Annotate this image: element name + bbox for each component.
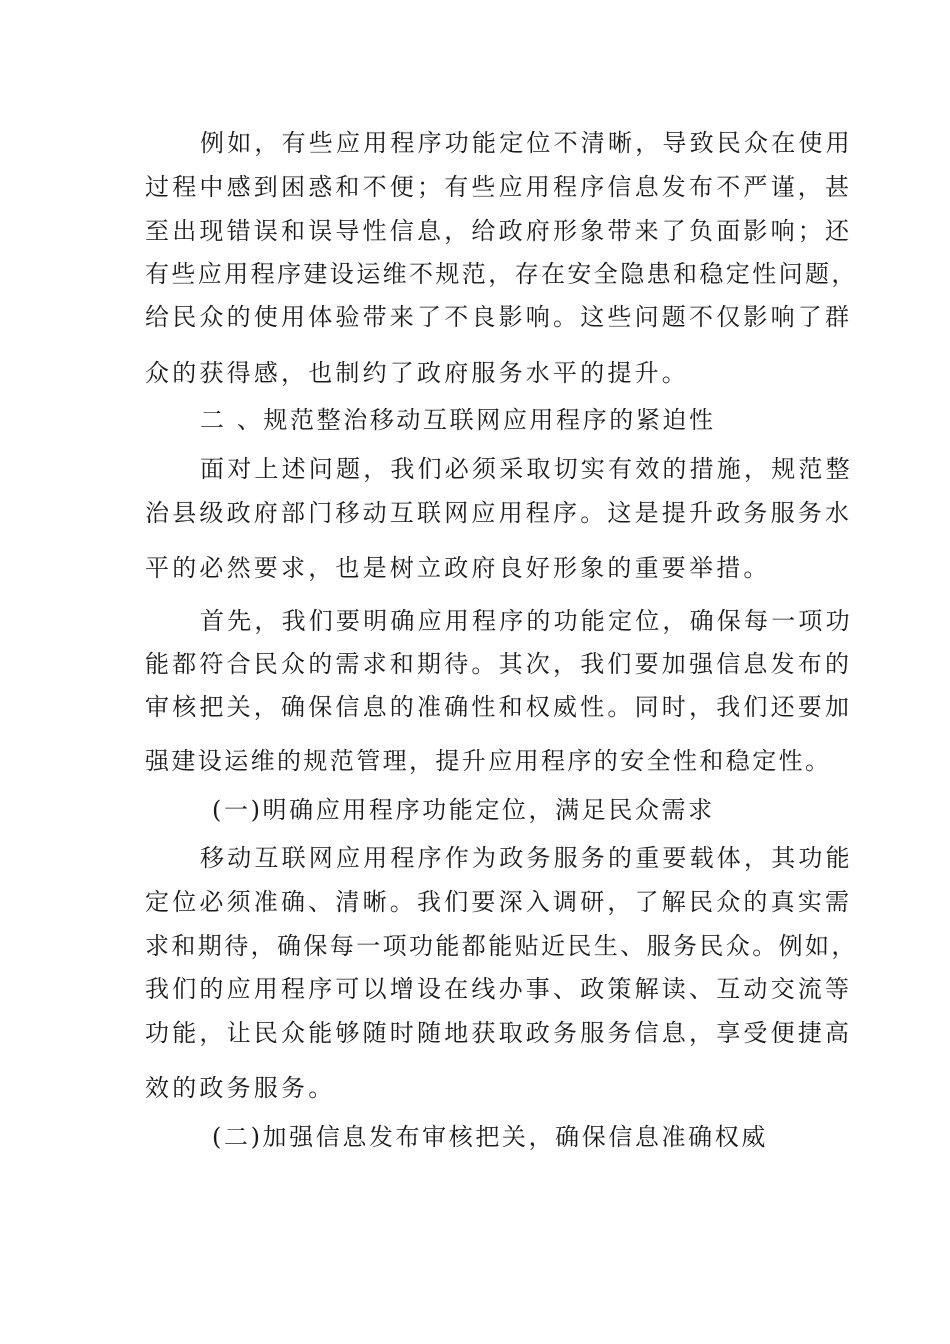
paragraph-4-line-5: 功能，让民众能够随时随地获取政务服务信息，享受便捷高 [145, 1019, 853, 1047]
paragraph-2-line-2: 治县级政府部门移动互联网应用程序。这是提升政务服务水 [145, 499, 853, 527]
paragraph-4-line-3: 求和期待，确保每一项功能都能贴近民生、服务民众。例如， [145, 932, 858, 960]
paragraph-1-line-6: 众的获得感，也制约了政府服务水平的提升。 [145, 359, 689, 387]
paragraph-4-line-4: 我们的应用程序可以增设在线办事、政策解读、互动交流等 [145, 975, 853, 1003]
section-heading-2: 二 、规范整治移动互联网应用程序的紧迫性 [200, 406, 716, 434]
paragraph-3-line-4: 强建设运维的规范管理，提升应用程序的安全性和稳定性。 [145, 747, 832, 775]
paragraph-1-line-5: 给民众的使用体验带来了不良影响。这些问题不仅影响了群 [145, 303, 853, 331]
paragraph-4-line-6: 效的政务服务。 [145, 1074, 336, 1102]
paragraph-3-line-3: 审核把关，确保信息的准确性和权威性。同时，我们还要加 [145, 693, 853, 721]
paragraph-4-line-2: 定位必须准确、清晰。我们要深入调研，了解民众的真实需 [145, 888, 853, 916]
subsection-heading-2: (二)加强信息发布审核把关，确保信息准确权威 [212, 1123, 768, 1151]
subsection-heading-1: (一)明确应用程序功能定位，满足民众需求 [212, 796, 715, 824]
paragraph-1-line-3: 至出现错误和误导性信息，给政府形象带来了负面影响；还 [145, 217, 853, 245]
paragraph-1-line-4: 有些应用程序建设运维不规范，存在安全隐患和稳定性问题， [145, 260, 858, 288]
paragraph-2-line-1: 面对上述问题，我们必须采取切实有效的措施，规范整 [200, 455, 853, 483]
paragraph-2-line-3: 平的必然要求，也是树立政府良好形象的重要举措。 [145, 554, 771, 582]
paragraph-1-line-1: 例如，有些应用程序功能定位不清晰，导致民众在使用 [200, 129, 853, 157]
paragraph-1-line-2: 过程中感到困惑和不便；有些应用程序信息发布不严谨，甚 [145, 173, 853, 201]
paragraph-3-line-2: 能都符合民众的需求和期待。其次，我们要加强信息发布的 [145, 650, 853, 678]
paragraph-4-line-1: 移动互联网应用程序作为政务服务的重要载体，其功能 [200, 844, 853, 872]
paragraph-3-line-1: 首先，我们要明确应用程序的功能定位，确保每一项功 [200, 607, 853, 635]
